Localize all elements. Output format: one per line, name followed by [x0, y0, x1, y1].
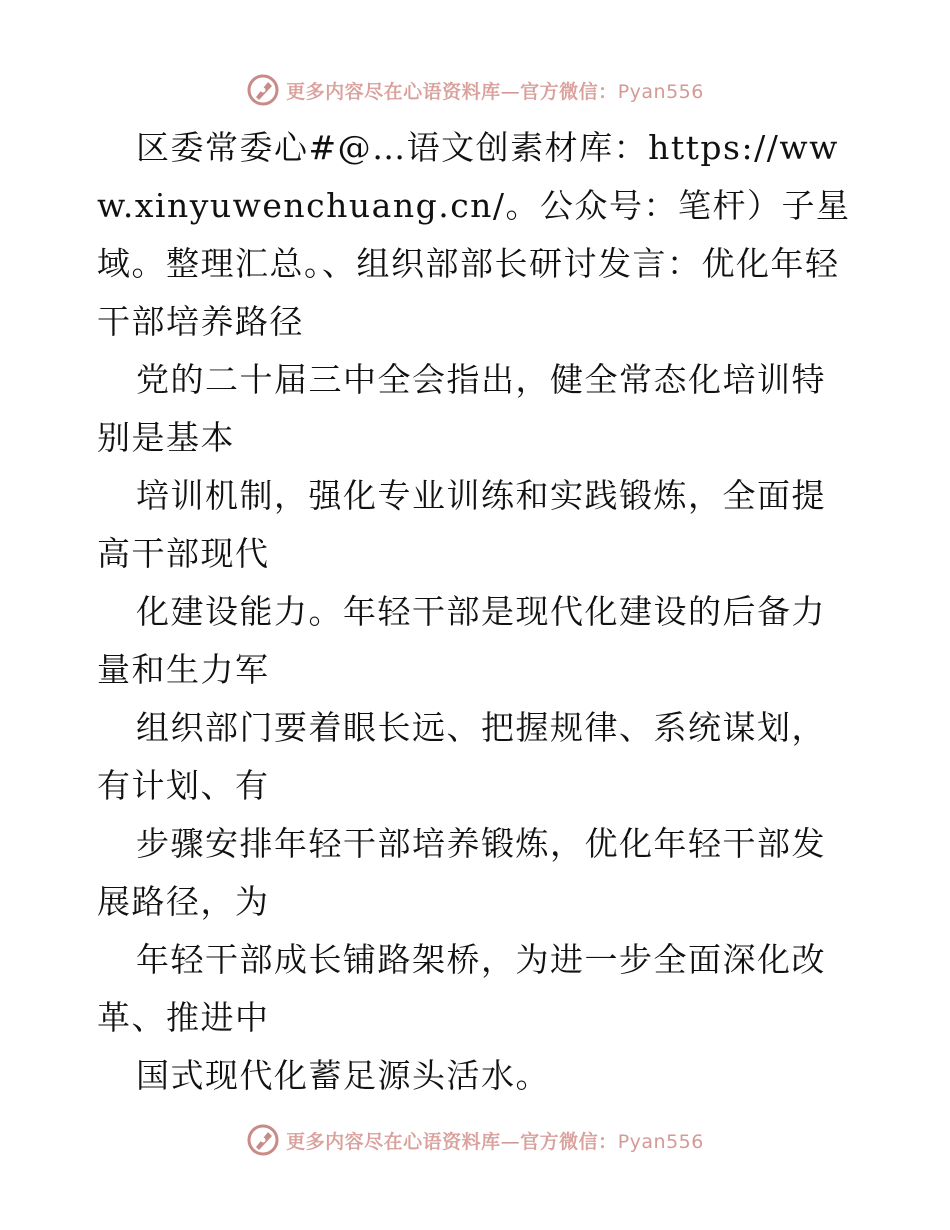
watermark-label: 官方微信：: [520, 1130, 618, 1153]
paragraph-title: 区委常委心#@…语文创素材库：https://www.xinyuwenchuang.cn/。公众号：笔杆）子星域。整理汇总。、组织部部长研讨发言：优化年轻干部培养路径: [97, 128, 851, 341]
watermark-site: 更多内容尽在心语资料库: [286, 1130, 501, 1153]
watermark-separator: —: [500, 1130, 521, 1153]
watermark-separator: —: [500, 80, 521, 103]
paragraph: 培训机制，强化专业训练和实践锻炼，全面提高干部现代: [97, 476, 826, 573]
paragraph: 化建设能力。年轻干部是现代化建设的后备力量和生力军: [97, 592, 826, 689]
watermark-handle: Pyan556: [617, 80, 704, 103]
watermark-site: 更多内容尽在心语资料库: [286, 80, 501, 103]
paragraph: 步骤安排年轻干部培养锻炼，优化年轻干部发展路径，为: [97, 824, 826, 921]
pen-nib-circle-icon: [246, 1123, 280, 1157]
pen-nib-circle-icon: [246, 73, 280, 107]
watermark-handle: Pyan556: [617, 1130, 704, 1153]
paragraph: 国式现代化蓄足源头活水。: [136, 1056, 550, 1095]
watermark-label: 官方微信：: [520, 80, 618, 103]
watermark-text: [286, 1127, 704, 1154]
document-body: [97, 119, 857, 1105]
watermark-footer: [0, 1120, 950, 1160]
paragraph: 组织部门要着眼长远、把握规律、系统谋划，有计划、有: [97, 708, 826, 805]
watermark-text: [286, 77, 704, 104]
paragraph: 党的二十届三中全会指出，健全常态化培训特别是基本: [97, 360, 826, 457]
watermark-header: [0, 70, 950, 110]
paragraph: 年轻干部成长铺路架桥，为进一步全面深化改革、推进中: [97, 940, 826, 1037]
